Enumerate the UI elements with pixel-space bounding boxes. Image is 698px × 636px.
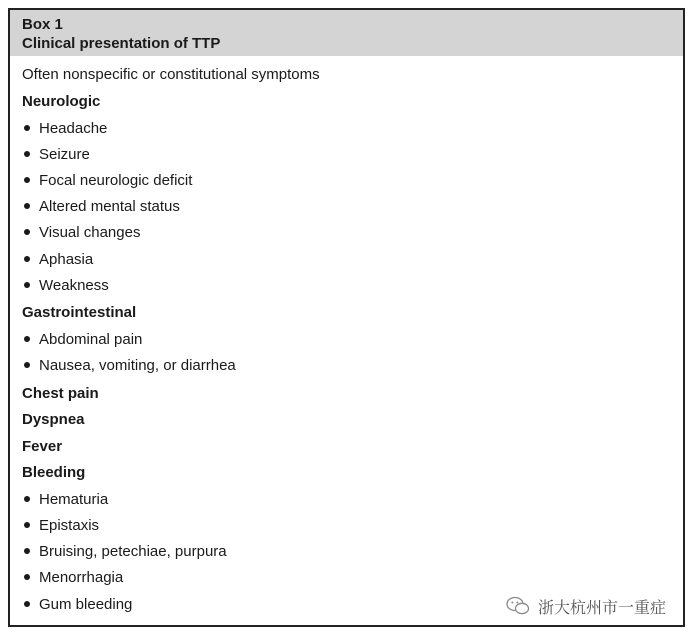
list-item-text: Hematuria bbox=[39, 490, 109, 508]
box-header bbox=[10, 10, 683, 56]
list-item-text: Bruising, petechiae, purpura bbox=[39, 543, 227, 561]
list-item bbox=[22, 516, 99, 536]
section-heading: Bleeding bbox=[22, 464, 86, 482]
section-heading: Neurologic bbox=[22, 93, 101, 110]
watermark-text: 浙大杭州市一重症 bbox=[538, 597, 667, 617]
bullet-icon bbox=[24, 336, 30, 342]
bullet-icon bbox=[24, 496, 30, 502]
list-item-text: Altered mental status bbox=[39, 198, 180, 216]
bullet-icon bbox=[24, 362, 30, 368]
list-item-text: Nausea, vomiting, or diarrhea bbox=[39, 357, 236, 375]
section-heading: Dyspnea bbox=[22, 411, 85, 429]
bullet-icon bbox=[24, 256, 30, 262]
list-item-text: Menorrhagia bbox=[39, 569, 124, 587]
list-item-text: Focal neurologic deficit bbox=[39, 171, 193, 189]
list-item bbox=[22, 595, 132, 615]
list-item bbox=[22, 250, 93, 270]
bullet-icon bbox=[24, 574, 30, 580]
bullet-icon bbox=[24, 151, 30, 157]
list-item bbox=[22, 197, 180, 217]
list-item-text: Headache bbox=[39, 119, 108, 137]
box-title: Clinical presentation of TTP bbox=[22, 35, 221, 52]
list-item bbox=[22, 356, 236, 376]
list-item-text: Seizure bbox=[39, 145, 90, 163]
bullet-icon bbox=[24, 282, 30, 288]
bullet-icon bbox=[24, 203, 30, 209]
list-item bbox=[22, 542, 227, 562]
list-item-text: Visual changes bbox=[39, 224, 141, 242]
list-item bbox=[22, 330, 142, 350]
bullet-icon bbox=[24, 548, 30, 554]
section-heading: Chest pain bbox=[22, 384, 99, 402]
list-item-text: Abdominal pain bbox=[39, 330, 143, 348]
list-item bbox=[22, 119, 107, 139]
list-item-text: Aphasia bbox=[39, 250, 94, 268]
bullet-icon bbox=[24, 177, 30, 183]
box-label: Box 1 bbox=[22, 16, 63, 33]
section-heading: Gastrointestinal bbox=[22, 304, 137, 322]
list-item bbox=[22, 568, 123, 588]
list-item bbox=[22, 490, 108, 510]
list-item bbox=[22, 223, 140, 243]
bullet-icon bbox=[24, 229, 30, 235]
clinical-box bbox=[8, 8, 685, 627]
watermark bbox=[506, 594, 666, 618]
wechat-icon bbox=[506, 596, 530, 616]
section-heading: Fever bbox=[22, 437, 63, 455]
list-item bbox=[22, 171, 192, 191]
list-item-text: Weakness bbox=[39, 276, 109, 294]
list-item-text: Epistaxis bbox=[39, 517, 100, 534]
bullet-icon bbox=[24, 522, 30, 528]
intro-text: Often nonspecific or constitutional symptoms bbox=[22, 66, 320, 83]
bullet-icon bbox=[24, 125, 30, 131]
bullet-icon bbox=[24, 601, 30, 607]
list-item bbox=[22, 276, 109, 296]
list-item-text: Gum bleeding bbox=[39, 595, 133, 613]
list-item bbox=[22, 145, 90, 165]
